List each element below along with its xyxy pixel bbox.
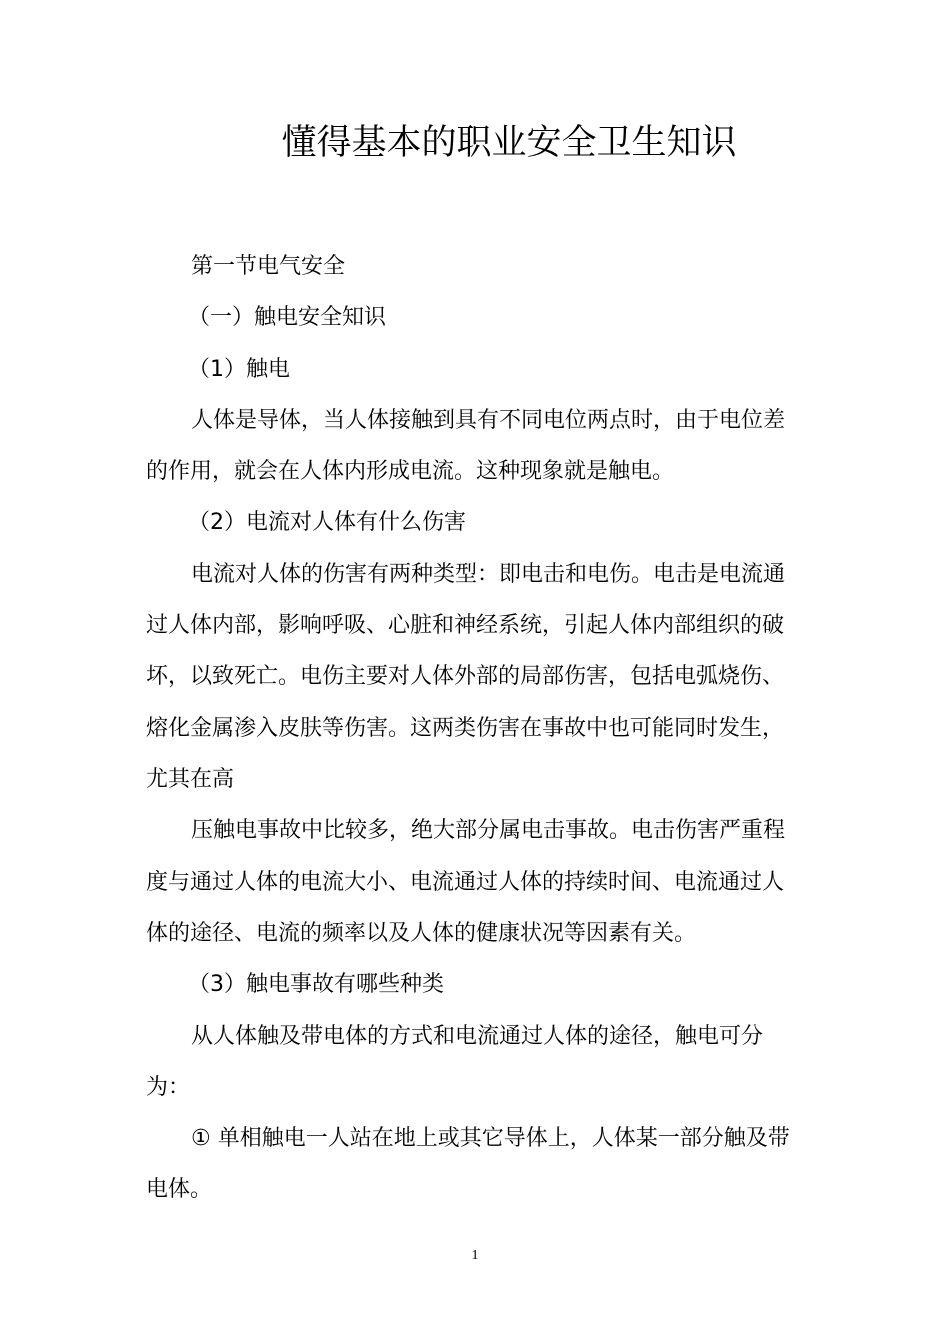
paragraph-line: 电流对人体的伤害有两种类型：即电击和电伤。电击是电流通 xyxy=(191,562,786,587)
paragraph-line: 压触电事故中比较多，绝大部分属电击事故。电击伤害严重程 xyxy=(191,818,786,843)
paragraph-line: 熔化金属渗入皮肤等伤害。这两类伤害在事故中也可能同时发生， xyxy=(146,716,785,741)
paragraph-line: 的作用，就会在人体内形成电流。这种现象就是触电。 xyxy=(146,459,675,484)
paragraph-line: 人体是导体，当人体接触到具有不同电位两点时，由于电位差 xyxy=(191,408,786,433)
subsection-heading: （一）触电安全知识 xyxy=(188,305,387,330)
page-number: 1 xyxy=(471,1248,479,1263)
list-item-line: ① 单相触电一人站在地上或其它导体上，人体某一部分触及带 xyxy=(191,1126,790,1151)
item-heading: （2）电流对人体有什么伤害 xyxy=(188,510,466,535)
paragraph-line: 度与通过人体的电流大小、电流通过人体的持续时间、电流通过人 xyxy=(146,870,785,895)
section-heading: 第一节电气安全 xyxy=(191,254,346,279)
item-heading: （1）触电 xyxy=(188,357,290,382)
document-title: 懂得基本的职业安全卫生知识 xyxy=(281,123,737,163)
paragraph-line: 为： xyxy=(146,1075,191,1100)
paragraph-line: 从人体触及带电体的方式和电流通过人体的途径，触电可分 xyxy=(191,1024,764,1049)
paragraph-line: 坏，以致死亡。电伤主要对人体外部的局部伤害，包括电弧烧伤、 xyxy=(146,664,785,689)
paragraph-line: 体的途径、电流的频率以及人体的健康状况等因素有关。 xyxy=(146,921,697,946)
list-item-line: 电体。 xyxy=(146,1177,213,1202)
paragraph-line: 尤其在高 xyxy=(146,767,235,792)
item-heading: （3）触电事故有哪些种类 xyxy=(188,972,444,997)
paragraph-line: 过人体内部，影响呼吸、心脏和神经系统，引起人体内部组织的破 xyxy=(146,613,785,638)
